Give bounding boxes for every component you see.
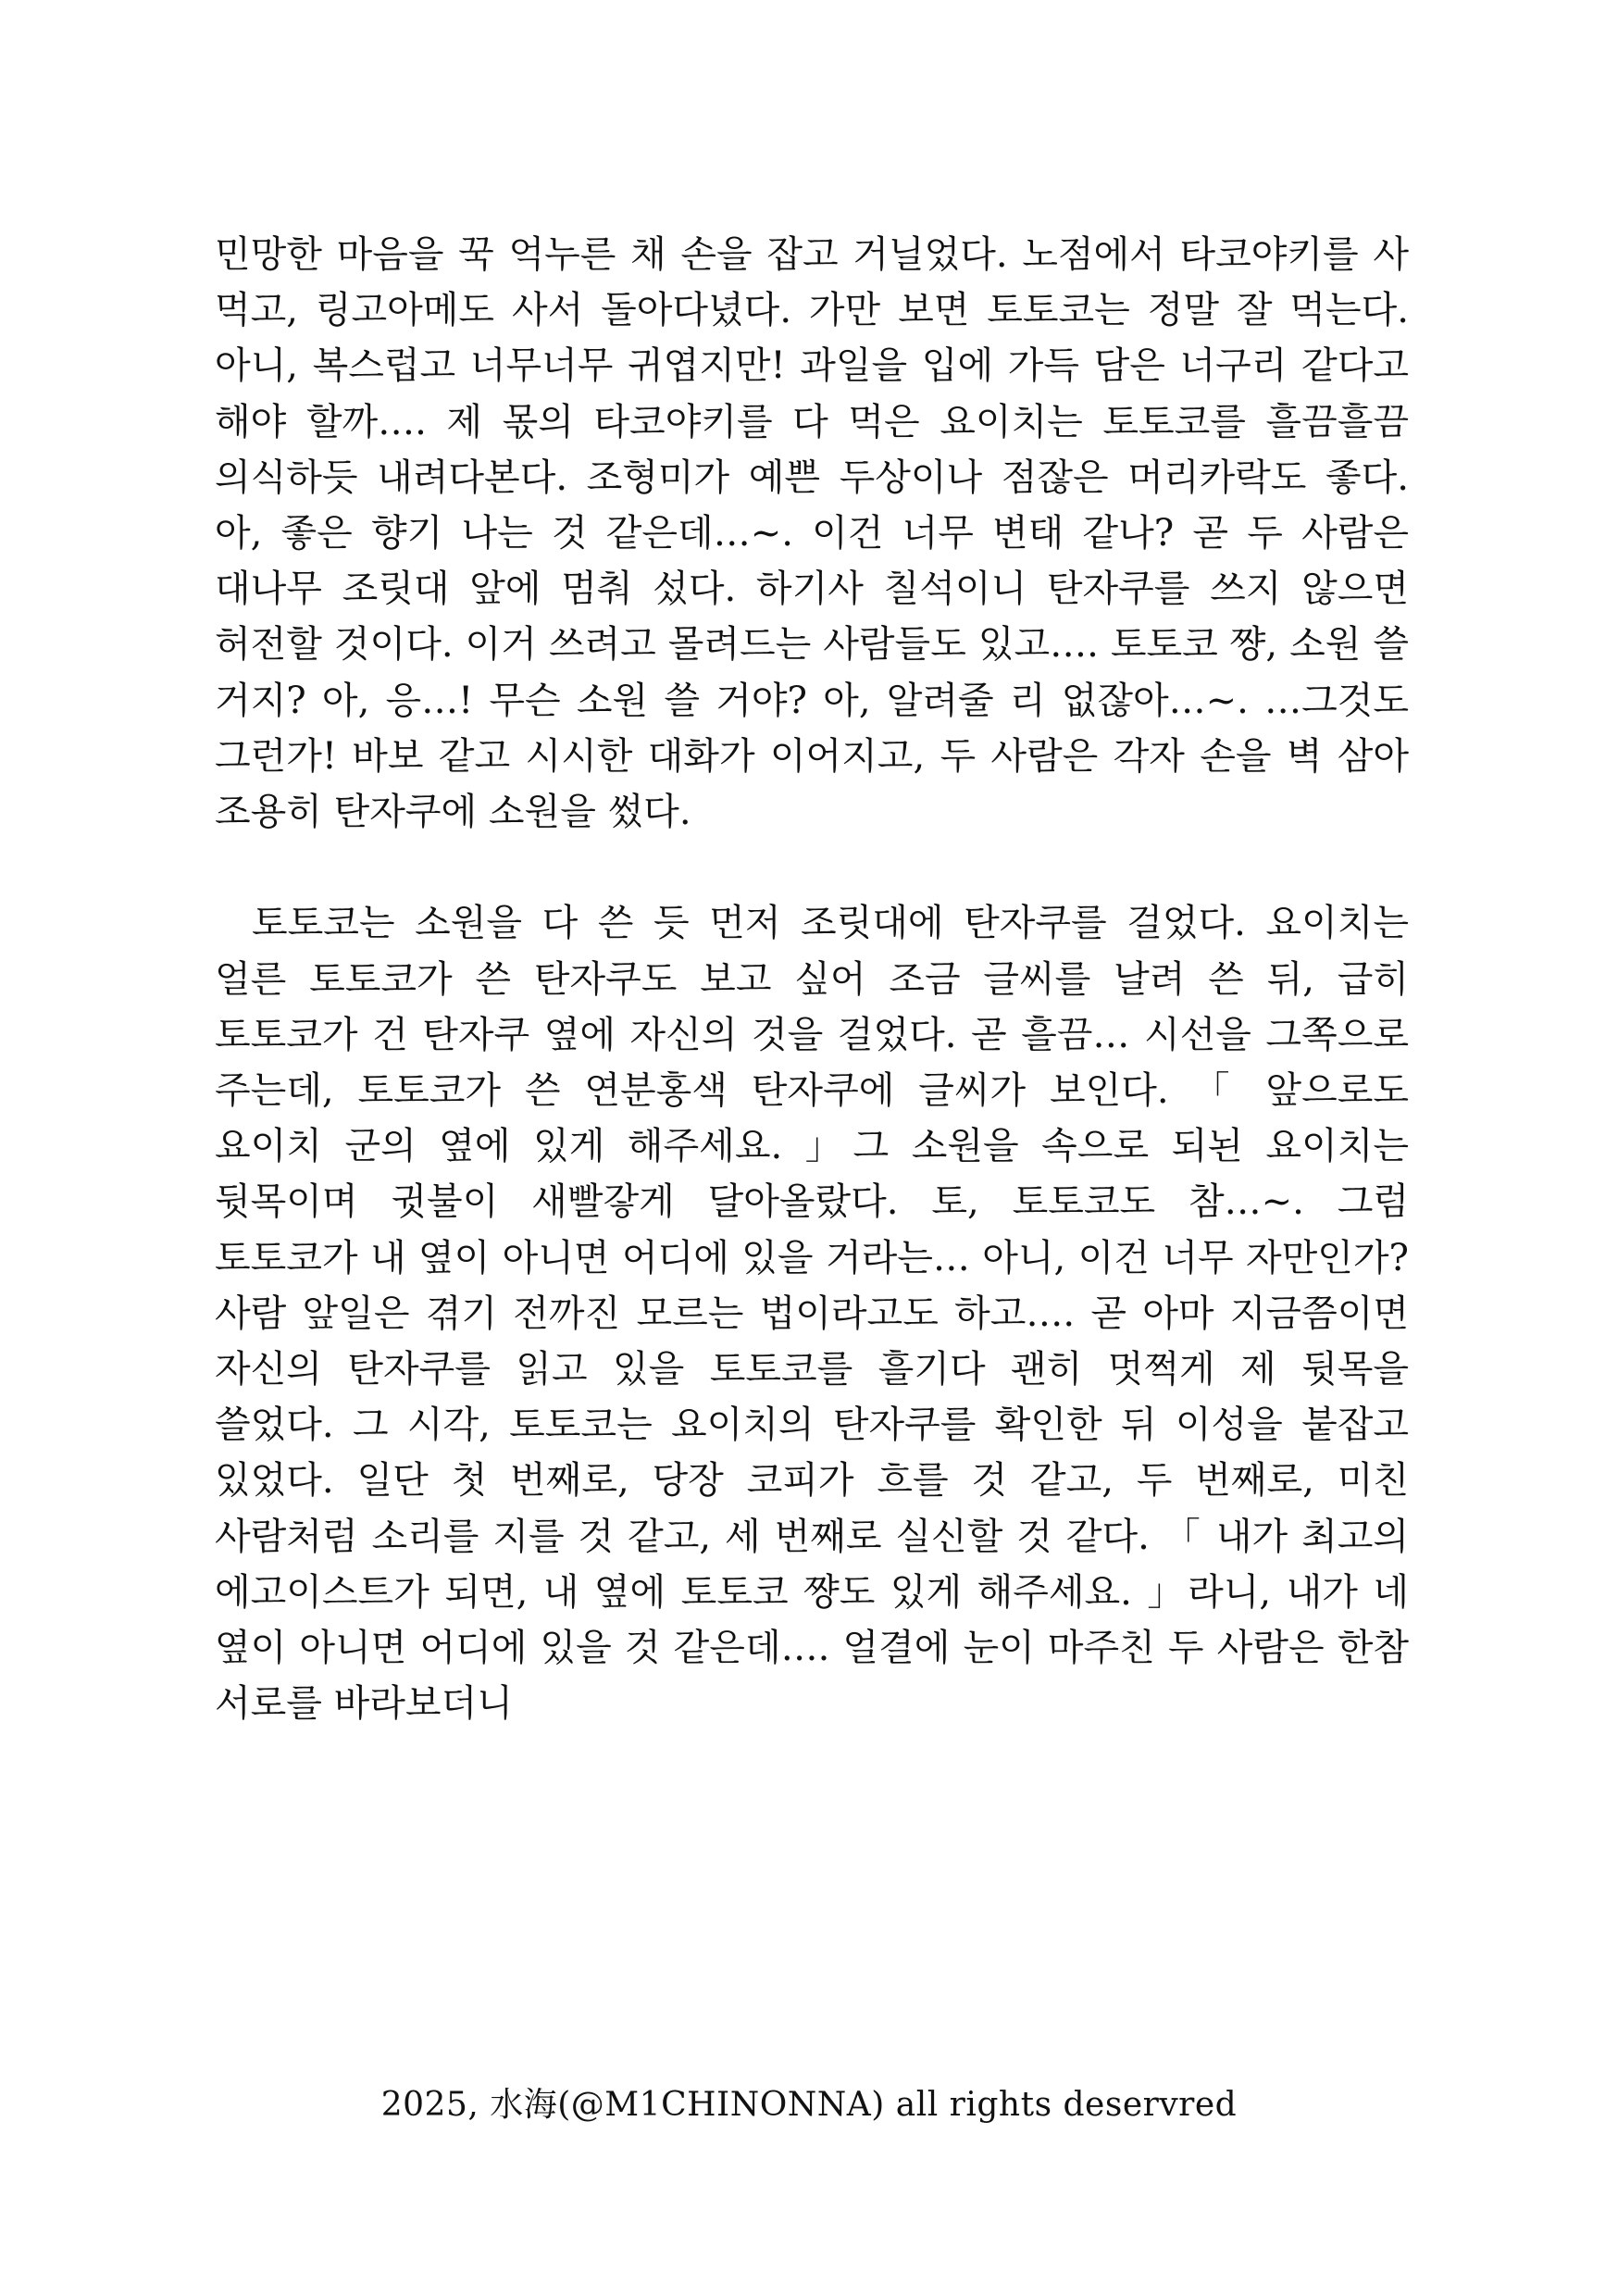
body-text — [215, 227, 1409, 1731]
paragraph-1: 민망한 마음을 꾹 억누른 채 손을 잡고 거닐었다. 노점에서 타코야키를 사 먹고, 링고아메도 사서 돌아다녔다. 가만 보면 토토코는 정말 잘 먹는다. 아니, 복스럽고 너무너무 귀엽지만! 과일을 입에 가득 담은 너구리 같다고 해야 할까…. 제 몫의 타코야키를 다 먹은 요이치는 토토코를 흘끔흘끔 의식하듯 내려다본다. 조형미가 예쁜 두상이나 점잖은 머리카락도 좋다. 아, 좋은 향기 나는 것 같은데…~. 이건 너무 변태 같나? 곧 두 사람은 대나무 조릿대 앞에 멈춰 섰다. 하기사 칠석이니 탄자쿠를 쓰지 않으면 허전할 것이다. 이거 쓰려고 몰려드는 사람들도 있고…. 토토코 쨩, 소원 쓸 거지? 아, 응…! 무슨 소원 쓸 거야? 아, 알려줄 리 없잖아…~. …그것도 그런가! 바보 같고 시시한 대화가 이어지고, 두 사람은 각자 손을 벽 삼아 조용히 탄자쿠에 소원을 썼다. — [215, 233, 1409, 834]
copyright-footer: 2025, 水海(@M1CHINONNA) all rights deservred — [380, 2086, 1238, 2124]
paragraph-2: 토토코는 소원을 다 쓴 듯 먼저 조릿대에 탄자쿠를 걸었다. 요이치는 얼른 토토코가 쓴 탄자쿠도 보고 싶어 조금 글씨를 날려 쓴 뒤, 급히 토토코가 건 탄자쿠 옆에 자신의 것을 걸었다. 곧 흘끔… 시선을 그쪽으로 주는데, 토토코가 쓴 연분홍색 탄자쿠에 글씨가 보인다. 「 앞으로도 요이치 군의 옆에 있게 해주세요. 」그 소원을 속으로 되뇐 요이치는 뒷목이며 귓불이 새빨갛게 달아올랐다. 토, 토토코도 참…~. 그럼 토토코가 내 옆이 아니면 어디에 있을 거라는… 아니, 이건 너무 자만인가? 사람 앞일은 겪기 전까진 모르는 법이라고도 하고…. 곧 아마 지금쯤이면 자신의 탄자쿠를 읽고 있을 토토코를 흘기다 괜히 멋쩍게 제 뒷목을 쓸었다. 그 시각, 토토코는 요이치의 탄자쿠를 확인한 뒤 이성을 붙잡고 있었다. 일단 첫 번째로, 당장 코피가 흐를 것 같고, 두 번째로, 미친 사람처럼 소리를 지를 것 같고, 세 번째로 실신할 것 같다. 「 내가 최고의 에고이스트가 되면, 내 옆에 토토코 쨩도 있게 해주세요. 」라니, 내가 네 옆이 아니면 어디에 있을 것 같은데…. 얼결에 눈이 마주친 두 사람은 한참 서로를 바라보더니 — [215, 902, 1409, 1726]
